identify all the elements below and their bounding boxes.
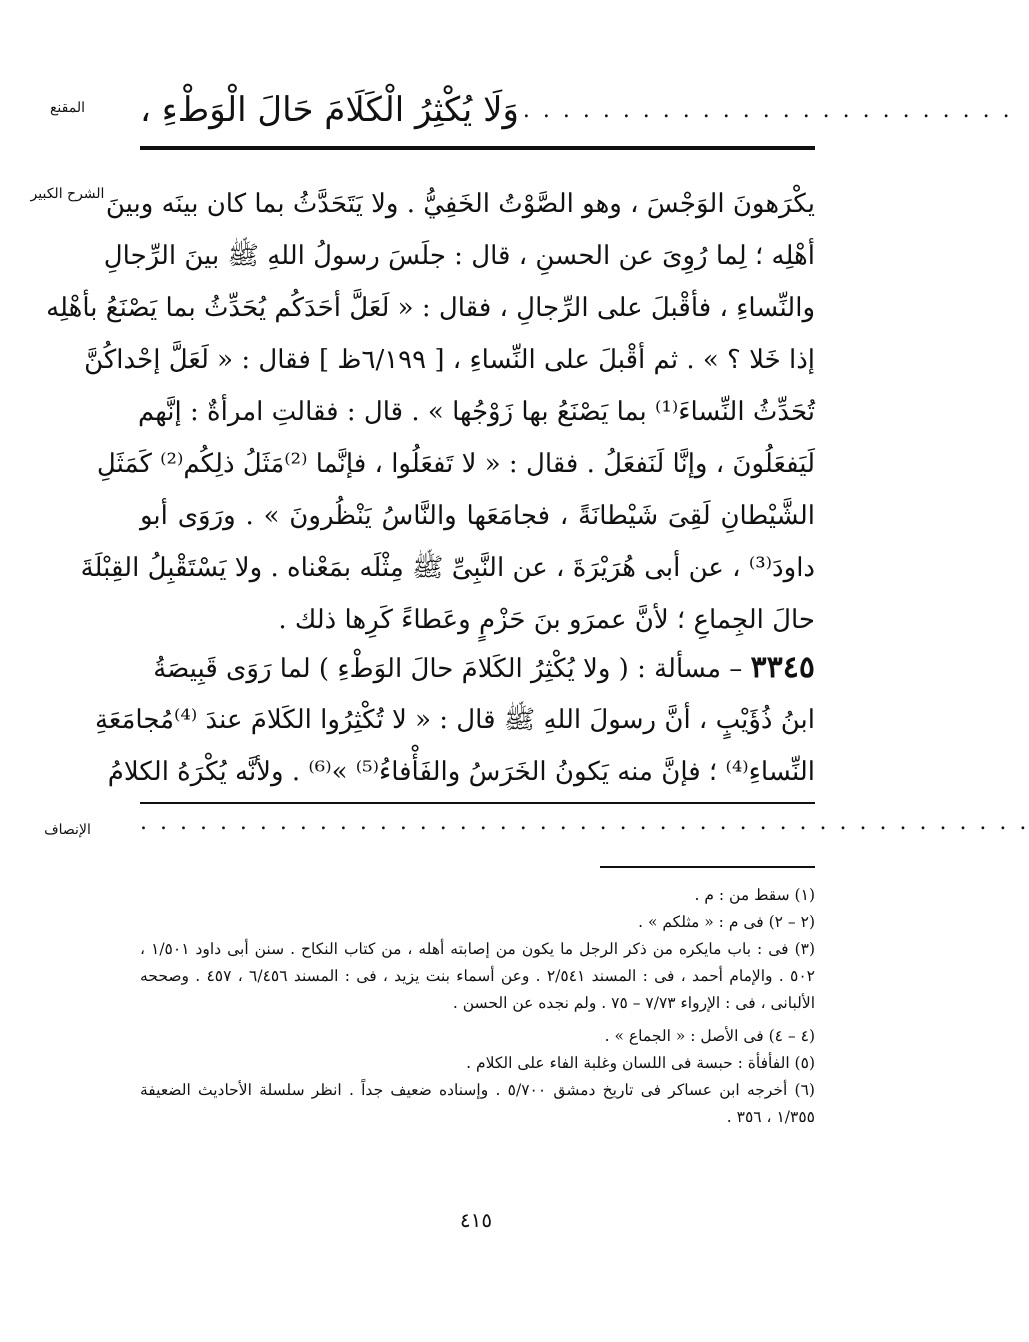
masala-line: [140, 642, 815, 694]
sharh-line: والنِّساءِ ، فأقْبلَ على الرِّجالِ ، فقال : « لَعَلَّ أحَدَكُم يُحَدِّثُ بما يَصْنَعُ بأهْلِه: [46, 293, 815, 323]
footnote: (١) سقط من : م .: [694, 886, 815, 904]
side-label-sharh: الشرح الكبير: [30, 186, 105, 202]
footnote-divider: [600, 866, 815, 868]
masala-line: النِّساءِ⁽⁴⁾ ؛ فإنَّ منه يَكونُ الخَرَسُ والفَأْفاءُ⁽⁵⁾ »⁽⁶⁾ . ولأنَّه يُكْرَهُ الكلامُ: [107, 757, 815, 787]
footnote: (٣) فى : باب مايكره من ذكر الرجل ما يكون من إصابته أهله ، من كتاب النكاح . سنن أبى داود ١/٥٠١ ،: [140, 940, 816, 958]
matn-line: [140, 80, 1013, 140]
sharh-line: داودَ⁽³⁾ ، عن أبى هُرَيْرَةَ ، عن النَّبِىِّ ﷺ مِثْلَه بمَعْناه . ولا يَسْتَقْبِلُ القِبْلَةَ: [80, 553, 815, 583]
sharh-line: الشَّيْطانِ لَقِىَ شَيْطانَةً ، فجامَعَها والنَّاسُ يَنْظُرونَ » . ورَوَى أبو: [140, 501, 815, 531]
footnote: (٥) الفأفأة : حبسة فى اللسان وغلبة الفاء على الكلام .: [466, 1054, 815, 1072]
sharh-divider: [140, 802, 815, 804]
sharh-line: حالَ الجِماعِ ؛ لأنَّ عمرَو بنَ حَزْمٍ وعَطاءً كَرِها ذلك .: [278, 605, 815, 635]
footnote: (٤ – ٤) فى الأصل : « الجماع » .: [604, 1027, 815, 1045]
masala-paragraph: [94, 642, 815, 798]
masala-heading: – مسألة : ( ولا يُكْثِرُ الكَلامَ حالَ الوَطْءِ ) لما رَوَى قَبِيصَةُ: [153, 654, 743, 684]
sharh-line: لَيَفعَلُونَ ، وإنَّا لَنَفعَلُ . فقال : « لا تَفعَلُوا ، فإنَّما ⁽²⁾مَثَلُ ذلِكُم⁽²⁾ كَمَثَلِ: [96, 449, 815, 479]
footnote: (٢ – ٢) فى م : « مثلكم » .: [638, 913, 815, 931]
side-label-insaf: الإنصاف: [44, 822, 91, 838]
footnote: ٥٠٢ . والإمام أحمد ، فى : المسند ٢/٥٤١ . وعن أسماء بنت يزيد ، فى : المسند ٦/٤٥٦ ، ٤٥٧ . وصححه: [140, 967, 816, 985]
masala-number: ٣٣٤٥: [750, 650, 815, 685]
matn-dots: . . . . . . . . . . . . . . . . . . . . . . . . .: [522, 97, 1013, 123]
sharh-line: أهْلِه ؛ لِما رُوِىَ عن الحسنِ ، قال : جلَسَ رسولُ اللهِ ﷺ بينَ الرِّجالِ: [103, 241, 815, 271]
insaf-dots: . . . . . . . . . . . . . . . . . . . . . . . . . . . . . . . . . . . . . . . . . . . . .: [140, 810, 1029, 835]
footnote: ١/٣٥٥ ، ٣٥٦ .: [726, 1108, 815, 1126]
sharh-line: يكْرَهونَ الوَجْسَ ، وهو الصَّوْتُ الخَفِيُّ . ولا يَتَحَدَّثُ بما كان بينَه وبينَ: [105, 189, 815, 219]
matn-divider: [140, 146, 815, 150]
masala-line: ابنُ ذُؤَيْبٍ ، أنَّ رسولَ اللهِ ﷺ قال : « لا تُكْثِرُوا الكَلامَ عندَ ⁽⁴⁾مُجامَعَةِ: [94, 705, 815, 735]
matn-text: وَلَا يُكْثِرُ الْكَلَامَ حَالَ الْوَطْءِ ،: [140, 90, 519, 130]
side-label-muqni: المقنع: [49, 100, 85, 116]
sharh-line: إذا خَلا ؟ » . ثم أقْبلَ على النِّساءِ ، [ ٦/١٩٩ظ ] فقال : « لَعَلَّ إحْداكُنَّ: [84, 345, 815, 375]
page-number: ٤١٥: [459, 1208, 493, 1232]
footnotes: [140, 882, 815, 1131]
sharh-line: تُحَدِّثُ النِّساءَ⁽¹⁾ بما يَصْنَعُ بها زَوْجُها » . قال : فقالتِ امرأةٌ : إنَّهم: [137, 397, 815, 427]
footnote: (٦) أخرجه ابن عساكر فى تاريخ دمشق ٥/٧٠٠ . وإسناده ضعيف جداً . انظر سلسلة الأحاديث الضعيفة: [140, 1081, 815, 1099]
footnote: الألبانى ، فى : الإرواء ٧/٧٣ – ٧٥ . ولم نجده عن الحسن .: [452, 994, 815, 1012]
